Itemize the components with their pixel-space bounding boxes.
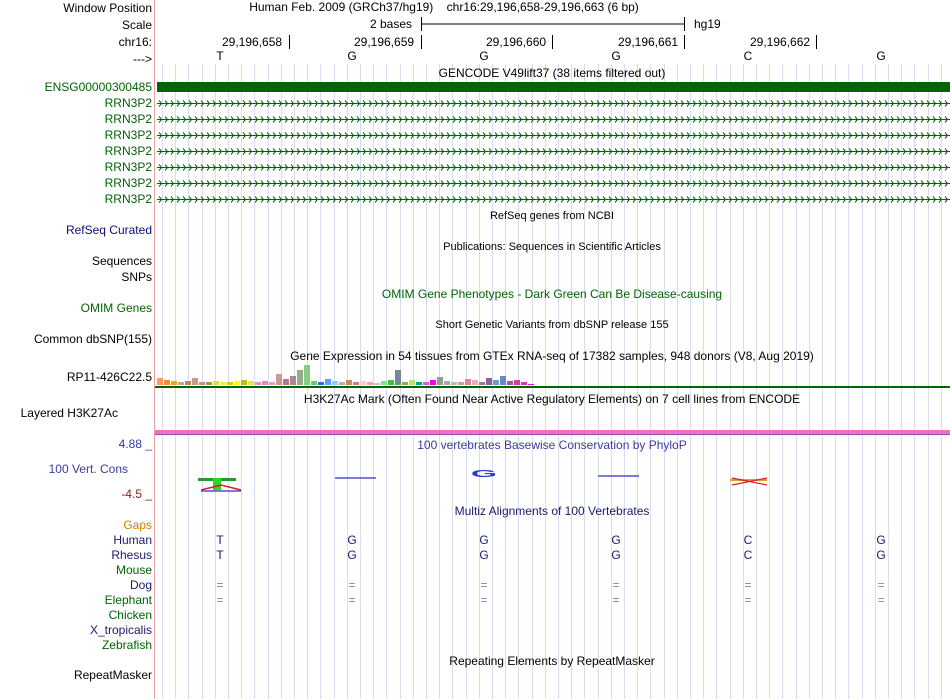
- elephant-base-3: =: [480, 593, 488, 607]
- label-elephant[interactable]: Elephant: [104, 593, 152, 607]
- label-human[interactable]: Human: [113, 533, 152, 547]
- position-label-1: 29,196,658: [222, 35, 283, 49]
- dog-base-1: =: [216, 578, 224, 592]
- base-4: G: [611, 49, 621, 63]
- dbsnp-title[interactable]: Short Genetic Variants from dbSNP release 155: [435, 319, 669, 331]
- label-cons-name[interactable]: 100 Vert. Cons: [48, 462, 128, 476]
- label-gaps[interactable]: Gaps: [123, 518, 152, 532]
- track-image[interactable]: [155, 0, 950, 699]
- label-rrn3p2-2[interactable]: RRN3P2: [104, 112, 152, 126]
- track-labels: [0, 0, 154, 699]
- elephant-base-1: =: [216, 593, 224, 607]
- scale-text: 2 bases: [370, 17, 413, 31]
- base-3: G: [479, 49, 489, 63]
- human-base-4: G: [611, 533, 621, 547]
- repeatmasker-title[interactable]: Repeating Elements by RepeatMasker: [449, 654, 655, 668]
- h3k27ac-title[interactable]: H3K27Ac Mark (Often Found Near Active Regulatory Elements) on 7 cell lines from ENCODE: [303, 392, 801, 406]
- label-mouse[interactable]: Mouse: [115, 563, 152, 577]
- position-label-3: 29,196,660: [486, 35, 547, 49]
- label-h3k27ac[interactable]: Layered H3K27Ac: [20, 406, 118, 420]
- dog-base-2: =: [348, 578, 356, 592]
- base-5: C: [743, 49, 753, 63]
- position-label-2: 29,196,659: [354, 35, 415, 49]
- rhesus-base-1: T: [216, 548, 224, 562]
- base-6: G: [876, 49, 886, 63]
- dog-base-3: =: [480, 578, 488, 592]
- label-gene-id[interactable]: ENSG00000300485: [44, 80, 152, 94]
- label-scale[interactable]: Scale: [121, 18, 152, 32]
- assembly-text: Human Feb. 2009 (GRCh37/hg19): [249, 0, 434, 14]
- label-chicken[interactable]: Chicken: [108, 608, 152, 622]
- label-strand[interactable]: --->: [133, 52, 152, 66]
- svg-text:G: G: [470, 468, 498, 480]
- label-rrn3p2-4[interactable]: RRN3P2: [104, 144, 152, 158]
- label-dbsnp[interactable]: Common dbSNP(155): [33, 332, 152, 346]
- label-rrn3p2-5[interactable]: RRN3P2: [104, 160, 152, 174]
- label-x-tropicalis[interactable]: X_tropicalis: [89, 623, 152, 637]
- label-rrn3p2-1[interactable]: RRN3P2: [104, 96, 152, 110]
- human-base-6: G: [876, 533, 886, 547]
- human-base-3: G: [479, 533, 489, 547]
- refseq-title[interactable]: RefSeq genes from NCBI: [489, 210, 615, 222]
- position-label-5: 29,196,662: [750, 35, 811, 49]
- label-chrom[interactable]: chr16:: [118, 35, 152, 49]
- base-2: G: [347, 49, 357, 63]
- gtex-title[interactable]: Gene Expression in 54 tissues from GTEx RNA-seq of 17382 samples, 948 donors (V8, Aug 2019): [290, 349, 814, 363]
- rhesus-base-5: C: [743, 548, 753, 562]
- label-rrn3p2-7[interactable]: RRN3P2: [104, 192, 152, 206]
- cons-title[interactable]: 100 vertebrates Basewise Conservation by PhyloP: [417, 438, 687, 452]
- label-cons-min: -4.5 _: [121, 487, 152, 501]
- position-label-4: 29,196,661: [618, 35, 679, 49]
- rhesus-base-6: G: [876, 548, 886, 562]
- elephant-base-4: =: [612, 593, 620, 607]
- label-rrn3p2-6[interactable]: RRN3P2: [104, 176, 152, 190]
- dog-base-4: =: [612, 578, 620, 592]
- label-omim[interactable]: OMIM Genes: [80, 301, 152, 315]
- rhesus-base-4: G: [611, 548, 621, 562]
- gencode-title[interactable]: GENCODE V49lift37 (38 items filtered out): [438, 66, 666, 80]
- dog-base-5: =: [744, 578, 752, 592]
- conservation-logos[interactable]: [155, 0, 950, 699]
- elephant-base-6: =: [877, 593, 885, 607]
- publications-title[interactable]: Publications: Sequences in Scientific Articles: [443, 241, 661, 253]
- label-refseq[interactable]: RefSeq Curated: [65, 223, 152, 237]
- label-window-position[interactable]: Window Position: [63, 1, 152, 15]
- label-rhesus[interactable]: Rhesus: [111, 548, 152, 562]
- rhesus-base-2: G: [347, 548, 357, 562]
- label-sequences[interactable]: Sequences: [91, 254, 152, 268]
- label-rrn3p2-3[interactable]: RRN3P2: [104, 128, 152, 142]
- human-base-5: C: [743, 533, 753, 547]
- label-zebrafish[interactable]: Zebrafish: [101, 638, 152, 652]
- range-text: chr16:29,196,658-29,196,663 (6 bp): [446, 0, 639, 14]
- human-base-1: T: [216, 533, 224, 547]
- multiz-title[interactable]: Multiz Alignments of 100 Vertebrates: [454, 504, 650, 518]
- label-repeatmasker[interactable]: RepeatMasker: [73, 668, 152, 682]
- rhesus-base-3: G: [479, 548, 489, 562]
- base-1: T: [216, 49, 224, 63]
- elephant-base-5: =: [744, 593, 752, 607]
- elephant-base-2: =: [348, 593, 356, 607]
- label-dog[interactable]: Dog: [129, 578, 152, 592]
- omim-title[interactable]: OMIM Gene Phenotypes - Dark Green Can Be Disease-causing: [381, 287, 723, 301]
- label-cons-max: 4.88 _: [118, 437, 152, 451]
- label-snps[interactable]: SNPs: [121, 270, 152, 284]
- label-gtex-gene[interactable]: RP11-426C22.5: [66, 370, 152, 384]
- dog-base-6: =: [877, 578, 885, 592]
- scale-db: hg19: [694, 17, 721, 31]
- human-base-2: G: [347, 533, 357, 547]
